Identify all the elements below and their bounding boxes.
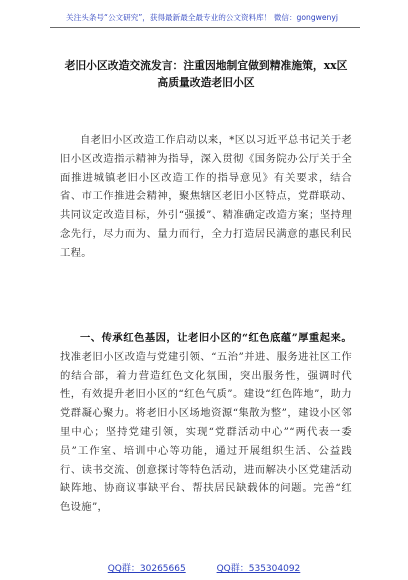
section-1-heading: 一、传承红色基因，让老旧小区的“红色底蕴”厚重起来。 [80, 332, 352, 344]
section-1-text: 找准老旧小区改造与党建引领、“五治”并进、服务进社区工作的结合部，着力营造红色文化氛围，突出服务性，强调时代性，有效提升老旧小区的“红色气质”。建设“红色阵地”，助力党群凝心聚力。将老旧小区场地资源“集散为整”，建设小区邻里中心；坚持党建引领，实现“党群活动中心”“两代表一委员”工作室、培训中心等功能，通过开展组织生活、公益践行、读书交流、创意探讨等特色活动，进而解决小区党建活动缺阵地、协商议事缺平台、帮扶居民缺载体的问题。完善“红色设施”， [60, 350, 352, 514]
section-1-paragraph [60, 329, 352, 517]
footer-qq-group-1[interactable]: QQ群：30265665 [107, 564, 186, 574]
footer-qq-group-2[interactable]: QQ群：535304092 [216, 564, 301, 574]
footer-contact [0, 561, 408, 574]
intro-paragraph: 自老旧小区改造工作启动以来，*区以习近平总书记关于老旧小区改造指示精神为指导，深入贯彻《国务院办公厅关于全面推进城镇老旧小区改造工作的指导意见》有关要求，结合省、市工作推进会精神，聚焦辖区老旧小区特点，党群联动、共同议定改造目标，外引“强援”、精准确定改造方案；坚持理念先行，尽力而为、量力而行，全力打造居民满意的惠民利民工程。 [60, 134, 352, 259]
header-promo-text: 关注头条号“公文研究”，获得最新最全最专业的公文资料库！ 微信：gongwenyj [66, 13, 338, 22]
header-divider [50, 27, 360, 28]
document-title: 老旧小区改造交流发言：注重因地制宜做到精准施策，xx区高质量改造老旧小区 [64, 59, 348, 89]
